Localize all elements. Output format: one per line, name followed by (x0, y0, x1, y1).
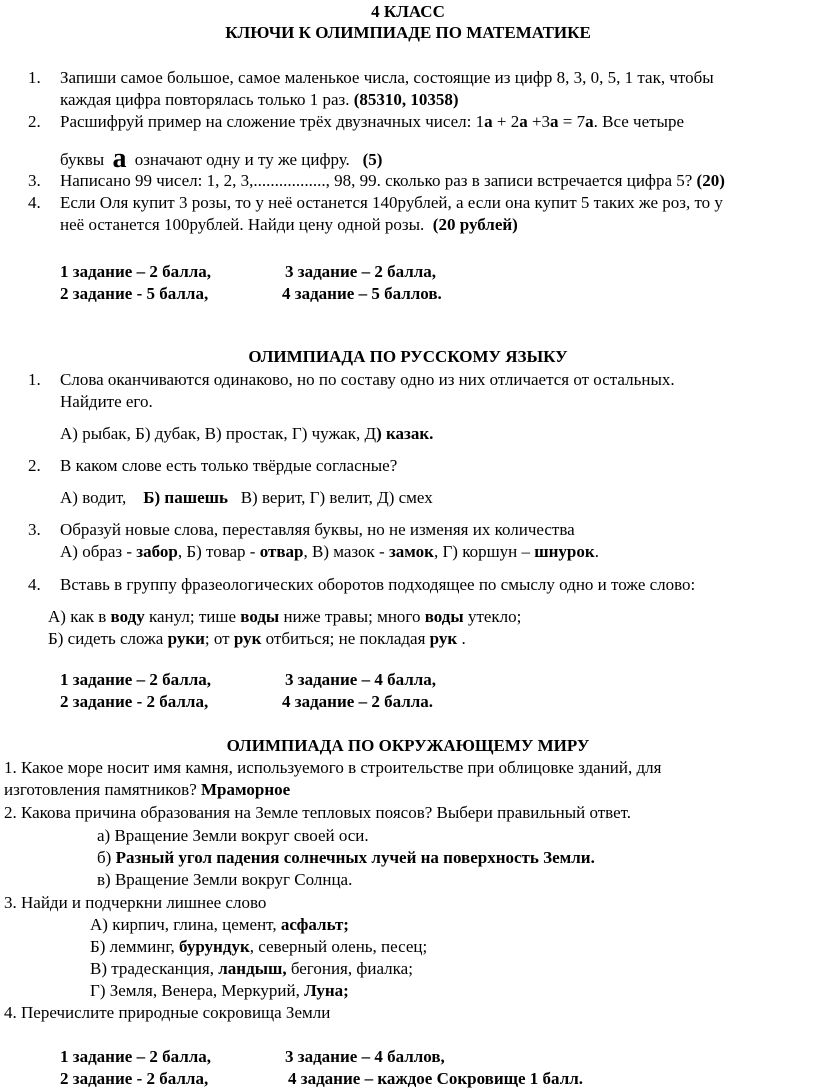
math-q4-text: неё останется 100рублей. Найди цену одной розы. (60, 215, 425, 234)
world-q1-answer: Мраморное (201, 780, 291, 799)
russian-q2-option-a: А) водит, (60, 488, 127, 507)
world-q2-option-b-prefix: б) (97, 848, 116, 867)
world-q1-line2 (4, 780, 290, 800)
math-q3-text: Написано 99 чисел: 1, 2, 3,................., 98, 99. сколько раз в записи встречается цифра 5? (60, 171, 693, 190)
math-score-3: 3 задание – 2 балла, (285, 262, 437, 281)
russian-q4-part: канул; тише (144, 607, 241, 626)
world-q3-option-d (90, 981, 349, 1001)
russian-q4-word: воды (240, 607, 280, 626)
math-q1-line2 (60, 90, 459, 110)
russian-section-title: ОЛИМПИАДА ПО РУССКОМУ ЯЗЫКУ (248, 347, 568, 366)
math-q2-plus-1: + 2 (492, 112, 520, 131)
world-q1-text: изготовления памятников? (4, 780, 197, 799)
world-q3-text: А) кирпич, глина, цемент, (90, 915, 281, 934)
russian-q4-word: руки (167, 629, 205, 648)
russian-q2-option-rest: В) верит, Г) велит, Д) смех (240, 488, 433, 507)
russian-q3-part: , Б) товар - (177, 542, 260, 561)
world-score-2: 2 задание - 2 балла, (60, 1069, 209, 1088)
world-q2-answer: Разный угол падения солнечных лучей на поверхность Земли. (115, 848, 595, 867)
math-q2-text-b: . Все четыре (593, 112, 685, 131)
world-q2-option-c: в) Вращение Земли вокруг Солнца. (97, 870, 353, 889)
russian-q4-part: ниже травы; много (279, 607, 425, 626)
math-q2-text-a: Расшифруй пример на сложение трёх двузначных чисел: 1 (60, 112, 485, 131)
russian-score-2: 2 задание - 2 балла, (60, 692, 209, 711)
russian-score-4: 4 задание – 2 балла. (282, 692, 434, 711)
russian-q4-number: 4. (28, 575, 41, 594)
world-q3-text: В) традесканция, (90, 959, 219, 978)
math-q2-line2 (60, 143, 383, 174)
world-q3-answer-a: асфальт; (280, 915, 349, 934)
world-q2-option-a: а) Вращение Земли вокруг своей оси. (97, 826, 369, 845)
russian-score-3: 3 задание – 4 балла, (285, 670, 437, 689)
math-q4-line1: Если Оля купит 3 розы, то у неё останется 140рублей, а если она купит 5 таких же роз, то у (60, 193, 723, 212)
math-q3-line (60, 171, 725, 191)
math-q2-text-d: означают одну и ту же цифру. (134, 150, 350, 169)
world-q3-line1: 3. Найди и подчеркни лишнее слово (4, 893, 267, 912)
math-q4-number: 4. (28, 193, 41, 212)
russian-q3-answer-a: забор (136, 542, 178, 561)
math-q2-letter-2: а (519, 112, 528, 131)
math-score-4: 4 задание – 5 баллов. (282, 284, 442, 303)
world-q3-text: Б) лемминг, (90, 937, 179, 956)
math-q2-letter-3: а (550, 112, 559, 131)
world-q4-line1: 4. Перечислите природные сокровища Земли (4, 1003, 331, 1022)
math-q3-answer: (20) (696, 171, 725, 190)
russian-q1-line2: Найдите его. (60, 392, 153, 411)
russian-q1-number: 1. (28, 370, 41, 389)
world-score-1: 1 задание – 2 балла, (60, 1047, 212, 1066)
world-score-3: 3 задание – 4 баллов, (285, 1047, 445, 1066)
world-q3-option-b (90, 937, 427, 957)
page-title: КЛЮЧИ К ОЛИМПИАДЕ ПО МАТЕМАТИКЕ (225, 23, 591, 42)
russian-q4-word: рук (233, 629, 262, 648)
world-q3-text: Г) Земля, Венера, Меркурий, (90, 981, 305, 1000)
russian-q3-answer-c: замок (388, 542, 434, 561)
grade-heading: 4 КЛАСС (371, 2, 445, 21)
world-q3-answer-d: Луна; (304, 981, 349, 1000)
russian-q3-part: . (594, 542, 599, 561)
russian-q4-word: рук (429, 629, 458, 648)
russian-q3-text: Образуй новые слова, переставляя буквы, но не изменяя их количества (60, 520, 575, 539)
russian-q3-answers (60, 542, 599, 562)
russian-q2-options (60, 488, 433, 508)
math-q2-letter-4: а (585, 112, 594, 131)
math-score-2: 2 задание - 5 балла, (60, 284, 209, 303)
math-q1-line1: Запиши самое большое, самое маленькое числа, состоящие из цифр 8, 3, 0, 5, 1 так, чтобы (60, 68, 714, 87)
world-q3-answer-b: бурундук (178, 937, 250, 956)
russian-q1-line1: Слова оканчиваются одинаково, но по составу одно из них отличается от остальных. (60, 370, 675, 389)
math-q3-number: 3. (28, 171, 41, 190)
russian-q1-options (60, 424, 433, 444)
math-q1-number: 1. (28, 68, 41, 87)
russian-q4-line-a (48, 607, 521, 627)
russian-q3-part: А) образ - (60, 542, 137, 561)
world-q3-answer-c: ландыш, (218, 959, 287, 978)
world-q3-text: , северный олень, песец; (249, 937, 428, 956)
russian-q3-answer-b: отвар (259, 542, 304, 561)
math-q1-answer: (85310, 10358) (353, 90, 459, 109)
world-score-4: 4 задание – каждое Сокровище 1 балл. (288, 1069, 584, 1088)
math-score-1: 1 задание – 2 балла, (60, 262, 212, 281)
russian-q4-word: воды (424, 607, 464, 626)
russian-q4-text: Вставь в группу фразеологических оборотов подходящее по смыслу одно и тоже слово: (60, 575, 696, 594)
russian-q4-part: утекло; (463, 607, 522, 626)
russian-q3-part: , Г) коршун – (433, 542, 535, 561)
russian-q4-line-b (48, 629, 466, 649)
russian-q2-number: 2. (28, 456, 41, 475)
russian-q4-word: воду (110, 607, 145, 626)
world-q3-text: бегония, фиалка; (286, 959, 413, 978)
math-q4-answer: (20 рублей) (432, 215, 518, 234)
russian-q4-part: Б) сидеть сложа (48, 629, 168, 648)
russian-q3-number: 3. (28, 520, 41, 539)
russian-q2-answer: Б) пашешь (143, 488, 228, 507)
math-q2-letter-1: а (484, 112, 493, 131)
russian-q4-part: отбиться; не покладая (261, 629, 430, 648)
russian-q3-part: , В) мазок - (303, 542, 389, 561)
russian-score-1: 1 задание – 2 балла, (60, 670, 212, 689)
math-q1-text: каждая цифра повторялась только 1 раз. (60, 90, 350, 109)
russian-q2-text: В каком слове есть только твёрдые согласные? (60, 456, 398, 475)
math-q2-big-letter: а (112, 143, 127, 174)
world-section-title: ОЛИМПИАДА ПО ОКРУЖАЮЩЕМУ МИРУ (226, 736, 590, 755)
math-q2-text-c: буквы (60, 150, 105, 169)
math-q2-number: 2. (28, 112, 41, 131)
russian-q1-options-text: А) рыбак, Б) дубак, В) простак, Г) чужак, Д (60, 424, 377, 443)
russian-q4-part: А) как в (48, 607, 111, 626)
world-q2-line1: 2. Какова причина образования на Земле тепловых поясов? Выбери правильный ответ. (4, 803, 632, 822)
math-q4-line2 (60, 215, 518, 235)
russian-q1-answer: ) казак. (376, 424, 434, 443)
math-q2-plus-2: +3 (527, 112, 551, 131)
russian-q3-answer-d: шнурок (534, 542, 595, 561)
math-q2-answer: (5) (362, 150, 383, 169)
math-q2-line1 (60, 112, 684, 132)
russian-q4-part: . (457, 629, 466, 648)
world-q1-line1: 1. Какое море носит имя камня, используемого в строительстве при облицовке зданий, для (4, 758, 662, 777)
math-q2-equals: = 7 (558, 112, 586, 131)
world-q3-option-c (90, 959, 413, 979)
world-q3-option-a (90, 915, 349, 935)
russian-q4-part: ; от (204, 629, 234, 648)
world-q2-option-b (97, 848, 595, 868)
